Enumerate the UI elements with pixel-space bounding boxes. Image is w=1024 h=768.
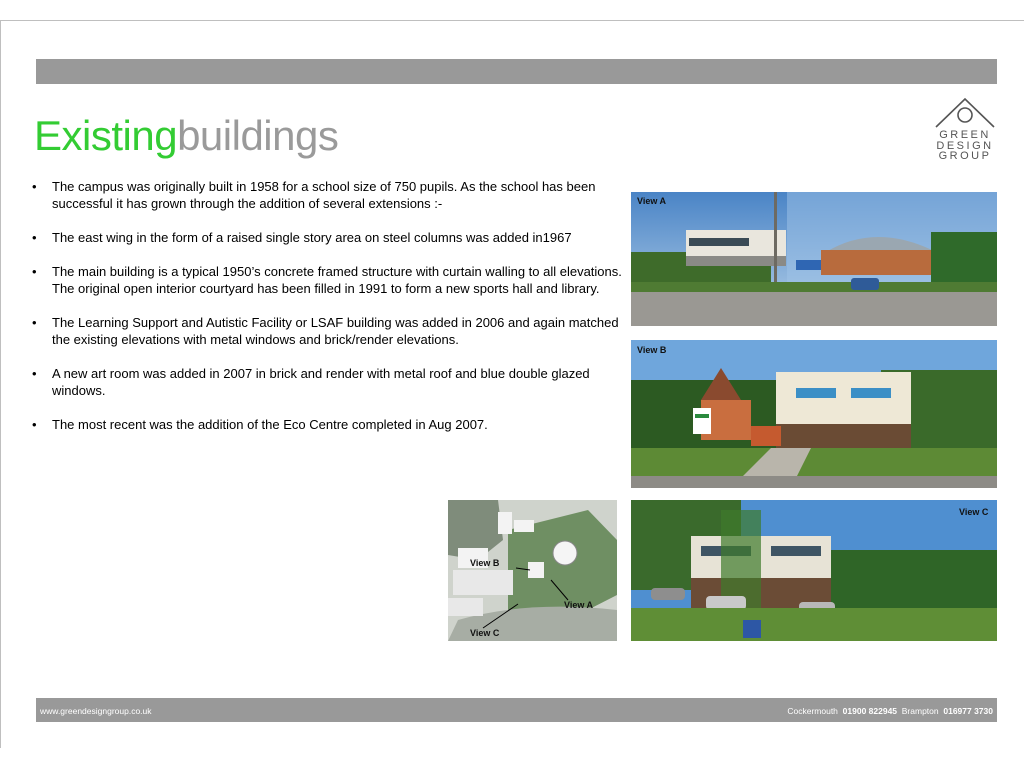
footer-phone-1: 01900 822945	[842, 706, 898, 716]
bullet-item: • The campus was originally built in 1958 for a school size of 750 pupils. As the school has been successful it has grown through the addition of several extensions :-	[32, 178, 622, 212]
footer-bar	[36, 698, 997, 722]
green-design-group-logo	[932, 96, 998, 168]
slide-border-top	[0, 20, 1024, 21]
title-existing: Existing	[34, 112, 178, 159]
logo-line-1: GREEN	[939, 129, 991, 141]
bullet-list	[32, 178, 622, 450]
site-map	[448, 500, 617, 641]
footer-phone-2: 016977 3730	[943, 706, 993, 716]
bullet-item: • A new art room was added in 2007 in brick and render with metal roof and blue double glazed windows.	[32, 365, 622, 399]
map-label-view-c: View C	[470, 628, 500, 638]
page-title	[34, 108, 338, 164]
house-icon	[932, 96, 998, 130]
map-label-view-a: View A	[564, 600, 594, 610]
logo-line-3: GROUP	[938, 150, 992, 162]
photo-label-view-b: View B	[637, 345, 667, 355]
photo-label-view-a: View A	[637, 196, 667, 206]
header-bar	[36, 59, 997, 84]
footer-town-1: Cockermouth	[787, 706, 838, 716]
photo-view-a	[631, 192, 997, 326]
photo-view-b	[631, 340, 997, 488]
map-label-view-b: View B	[470, 558, 500, 568]
bullet-item: • The most recent was the addition of the Eco Centre completed in Aug 2007.	[32, 416, 622, 433]
bullet-item: • The Learning Support and Autistic Facility or LSAF building was added in 2006 and again matched the existing elevations with metal windows and brick/render elevations.	[32, 314, 622, 348]
slide-border-left	[0, 20, 1, 748]
bullet-item: • The main building is a typical 1950’s concrete framed structure with curtain walling to all elevations. The original open interior courtyard has been filled in 1991 to form a new sports hall and library.	[32, 263, 622, 297]
footer-contacts	[787, 706, 993, 716]
photo-view-c	[631, 500, 997, 641]
logo-line-2: DESIGN	[936, 139, 994, 152]
photo-label-view-c: View C	[959, 507, 989, 517]
footer-town-2: Brampton	[901, 706, 939, 716]
title-buildings: buildings	[177, 112, 339, 159]
bullet-item: • The east wing in the form of a raised single story area on steel columns was added in1967	[32, 229, 622, 246]
footer-website[interactable]: www.greendesigngroup.co.uk	[40, 706, 152, 716]
